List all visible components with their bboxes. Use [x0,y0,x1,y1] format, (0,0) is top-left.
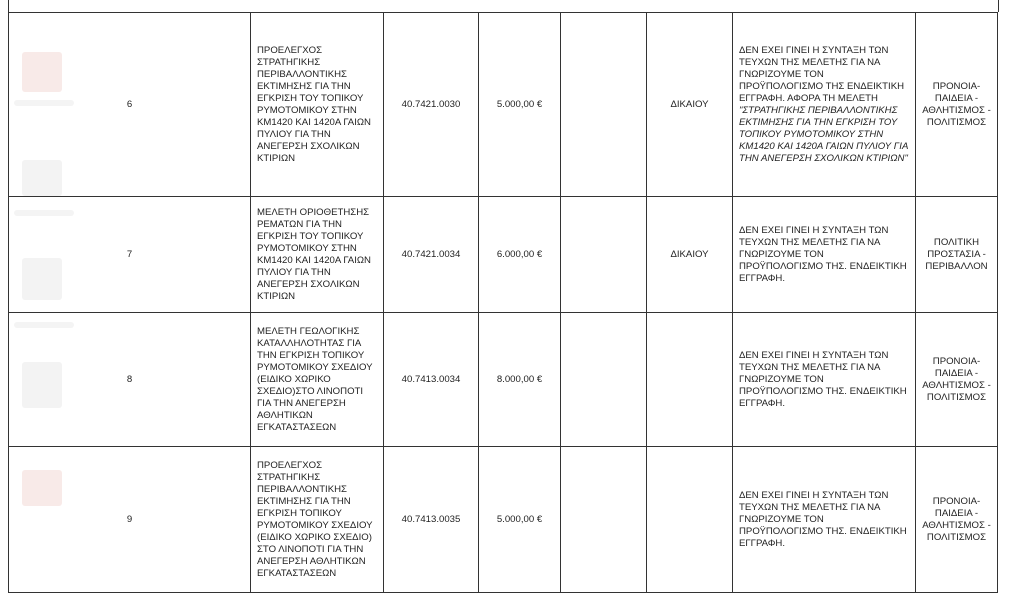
table-row [9,313,998,447]
amount: 5.000,00 € [479,13,561,197]
notes-cell [733,197,916,313]
notes-cell [733,313,916,447]
amount: 5.000,00 € [479,447,561,593]
notes-text: ΔΕΝ ΕΧΕΙ ΓΙΝΕΙ Η ΣΥΝΤΑΞΗ ΤΩΝ ΤΕΥΧΩΝ ΤΗΣ ΜΕΛΕΤΗΣ ΓΙΑ ΝΑ ΓΝΩΡΙΖΟΥΜΕ ΤΟΝ ΠΡΟΫΠΟΛΟΓΙΣΜΟ ΤΗΣ ΕΝΔΕΙΚΤΙΚΗ ΕΓΓΡΑΦΗ. ΑΦΟΡΑ ΤΗ ΜΕΛΕΤΗ [739,44,905,104]
notes-text: ΔΕΝ ΕΧΕΙ ΓΙΝΕΙ Η ΣΥΝΤΑΞΗ ΤΩΝ ΤΕΥΧΩΝ ΤΗΣ ΜΕΛΕΤΗΣ ΓΙΑ ΝΑ ΓΝΩΡΙΖΟΥΜΕ ΤΟΝ ΠΡΟΫΠΟΛΟΓΙΣΜΟ ΤΗΣ. ΕΝΔΕΙΚΤΙΚΗ ΕΓΓΡΑΦΗ. [739,224,907,284]
budget-code: 40.7421.0030 [384,13,479,197]
funding-type [647,447,733,593]
notes-cell [733,13,916,197]
category: ΠΡΟΝΟΙΑ- ΠΑΙΔΕΙΑ - ΑΘΛΗΤΙΣΜΟΣ - ΠΟΛΙΤΙΣΜΟΣ [916,447,998,593]
project-description: ΜΕΛΕΤΗ ΟΡΙΟΘΕΤΗΣΗΣ ΡΕΜΑΤΩΝ ΓΙΑ ΤΗΝ ΕΓΚΡΙΣΗ ΤΟΥ ΤΟΠΙΚΟΥ ΡΥΜΟΤΟΜΙΚΟΥ ΣΤΗΝ ΚΜ1420 ΚΑΙ 1420Α ΓΑΙΩΝ ΠΥΛΙΟΥ ΓΙΑ ΤΗΝ ΑΝΕΓΕΡΣΗ ΣΧΟΛΙΚΩΝ ΚΤΙΡΙΩΝ [251,197,384,313]
empty-cell [561,447,647,593]
project-description: ΠΡΟΕΛΕΓΧΟΣ ΣΤΡΑΤΗΓΙΚΗΣ ΠΕΡΙΒΑΛΛΟΝΤΙΚΗΣ ΕΚΤΙΜΗΣΗΣ ΓΙΑ ΤΗΝ ΕΓΚΡΙΣΗ ΤΟΥ ΤΟΠΙΚΟΥ ΡΥΜΟΤΟΜΙΚΟΥ ΣΤΗΝ ΚΜ1420 ΚΑΙ 1420Α ΓΑΙΩΝ ΠΥΛΙΟΥ ΓΙΑ ΤΗΝ ΑΝΕΓΕΡΣΗ ΣΧΟΛΙΚΩΝ ΚΤΙΡΙΩΝ [251,13,384,197]
budget-code: 40.7421.0034 [384,197,479,313]
notes-italic-text: "ΣΤΡΑΤΗΓΙΚΗΣ ΠΕΡΙΒΑΛΛΟΝΤΙΚΗΣ ΕΚΤΙΜΗΣΗΣ ΓΙΑ ΤΗΝ ΕΓΚΡΙΣΗ ΤΟΥ ΤΟΠΙΚΟΥ ΡΥΜΟΤΟΜΙΚΟΥ ΣΤΗΝ ΚΜ1420 ΚΑΙ 1420Α ΓΑΙΩΝ ΠΥΛΙΟΥ ΓΙΑ ΤΗΝ ΑΝΕΓΕΡΣΗ ΣΧΟΛΙΚΩΝ ΚΤΙΡΙΩΝ" [739,104,908,164]
row-number: 7 [9,197,251,313]
notes-cell [733,447,916,593]
row-number: 8 [9,313,251,447]
empty-cell [561,13,647,197]
row-number: 6 [9,13,251,197]
budget-code: 40.7413.0034 [384,313,479,447]
table-row [9,197,998,313]
empty-cell [561,313,647,447]
funding-type: ΔΙΚΑΙΟΥ [647,13,733,197]
row-number: 9 [9,447,251,593]
notes-text: ΔΕΝ ΕΧΕΙ ΓΙΝΕΙ Η ΣΥΝΤΑΞΗ ΤΩΝ ΤΕΥΧΩΝ ΤΗΣ ΜΕΛΕΤΗΣ ΓΙΑ ΝΑ ΓΝΩΡΙΖΟΥΜΕ ΤΟΝ ΠΡΟΫΠΟΛΟΓΙΣΜΟ ΤΗΣ. ΕΝΔΕΙΚΤΙΚΗ ΕΓΓΡΑΦΗ. [739,349,907,409]
project-description: ΜΕΛΕΤΗ ΓΕΩΛΟΓΙΚΗΣ ΚΑΤΑΛΛΗΛΟΤΗΤΑΣ ΓΙΑ ΤΗΝ ΕΓΚΡΙΣΗ ΤΟΠΙΚΟΥ ΡΥΜΟΤΟΜΙΚΟΥ ΣΧΕΔΙΟΥ (ΕΙΔΙΚΟ ΧΩΡΙΚΟ ΣΧΕΔΙΟ)ΣΤΟ ΛΙΝΟΠΟΤΙ ΓΙΑ ΤΗΝ ΑΝΕΓΕΡΣΗ ΑΘΛΗΤΙΚΩΝ ΕΓΚΑΤΑΣΤΑΣΕΩΝ [251,313,384,447]
table-top-continuation [8,0,999,12]
category: ΠΟΛΙΤΙΚΗ ΠΡΟΣΤΑΣΙΑ - ΠΕΡΙΒΑΛΛΟΝ [916,197,998,313]
empty-cell [561,197,647,313]
table-row [9,13,998,197]
category: ΠΡΟΝΟΙΑ- ΠΑΙΔΕΙΑ - ΑΘΛΗΤΙΣΜΟΣ - ΠΟΛΙΤΙΣΜΟΣ [916,13,998,197]
project-description: ΠΡΟΕΛΕΓΧΟΣ ΣΤΡΑΤΗΓΙΚΗΣ ΠΕΡΙΒΑΛΛΟΝΤΙΚΗΣ ΕΚΤΙΜΗΣΗΣ ΓΙΑ ΤΗΝ ΕΓΚΡΙΣΗ ΤΟΠΙΚΟΥ ΡΥΜΟΤΟΜΙΚΟΥ ΣΧΕΔΙΟΥ (ΕΙΔΙΚΟ ΧΩΡΙΚΟ ΣΧΕΔΙΟ) ΣΤΟ ΛΙΝΟΠΟΤΙ ΓΙΑ ΤΗΝ ΑΝΕΓΕΡΣΗ ΑΘΛΗΤΙΚΩΝ ΕΓΚΑΤΑΣΤΑΣΕΩΝ [251,447,384,593]
amount: 8.000,00 € [479,313,561,447]
funding-type: ΔΙΚΑΙΟΥ [647,197,733,313]
table-row [9,447,998,593]
amount: 6.000,00 € [479,197,561,313]
funding-type [647,313,733,447]
category: ΠΡΟΝΟΙΑ- ΠΑΙΔΕΙΑ - ΑΘΛΗΤΙΣΜΟΣ - ΠΟΛΙΤΙΣΜΟΣ [916,313,998,447]
budget-code: 40.7413.0035 [384,447,479,593]
notes-text: ΔΕΝ ΕΧΕΙ ΓΙΝΕΙ Η ΣΥΝΤΑΞΗ ΤΩΝ ΤΕΥΧΩΝ ΤΗΣ ΜΕΛΕΤΗΣ ΓΙΑ ΝΑ ΓΝΩΡΙΖΟΥΜΕ ΤΟΝ ΠΡΟΫΠΟΛΟΓΙΣΜΟ ΤΗΣ. ΕΝΔΕΙΚΤΙΚΗ ΕΓΓΡΑΦΗ. [739,489,907,549]
budget-studies-table [8,12,998,593]
